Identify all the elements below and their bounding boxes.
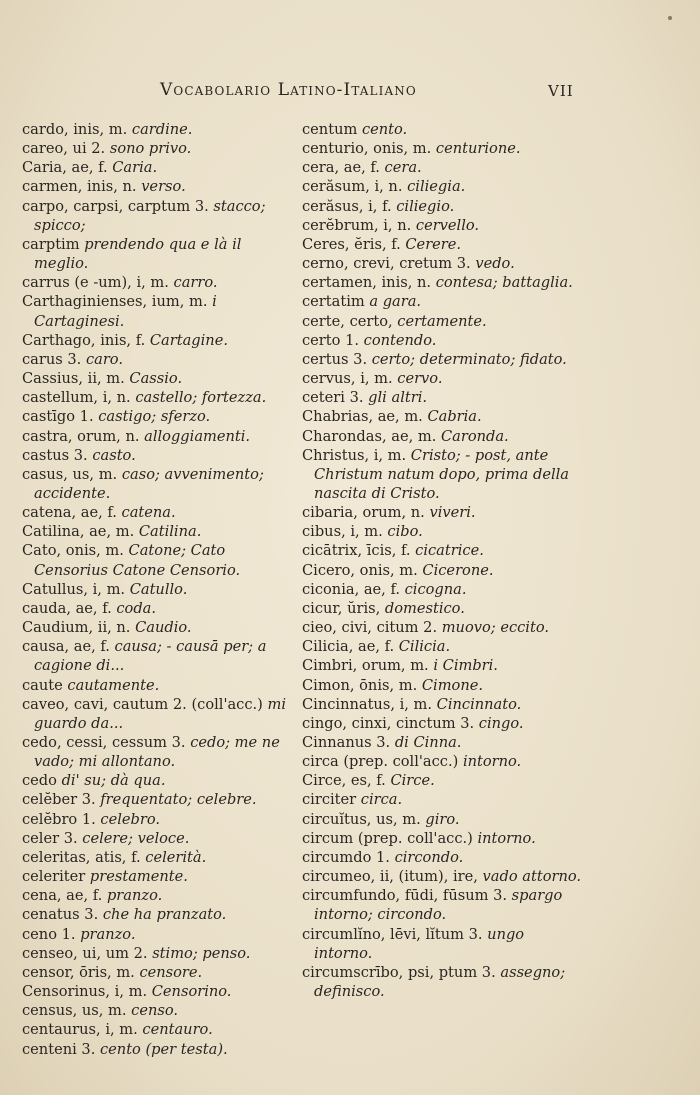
dictionary-entry	[22, 867, 300, 886]
dictionary-entry	[22, 944, 300, 963]
entry-headword: ceteri 3.	[302, 389, 364, 407]
entry-gloss: che ha pranzato.	[102, 906, 227, 924]
entry-headword: carpo, carpsi, carptum 3.	[22, 197, 209, 215]
entry-headword: castellum, i, n.	[22, 389, 131, 407]
entry-headword: Caudium, ii, n.	[22, 619, 131, 637]
entry-headword: Circe, es, f.	[302, 772, 386, 790]
entry-headword: Carthago, inis, f.	[22, 331, 146, 349]
entry-gloss: mi guardo da...	[34, 695, 286, 732]
entry-gloss: Cristo; - post, ante Christum natum dopo, prima della nascita di Cristo.	[314, 446, 569, 502]
entry-headword: circumscrībo, psi, ptum 3.	[302, 963, 496, 981]
entry-gloss: viveri.	[429, 504, 476, 522]
entry-headword: catena, ae, f.	[22, 504, 117, 522]
entry-gloss: Circe.	[390, 772, 435, 790]
entry-gloss: assegno; definisco.	[314, 963, 566, 1001]
dictionary-entry	[302, 810, 586, 829]
dictionary-entry	[22, 1020, 300, 1039]
entry-gloss: Cicerone.	[422, 561, 494, 579]
dictionary-entry	[302, 925, 586, 963]
entry-gloss: caso; avvenimento; accidente.	[34, 465, 264, 502]
dictionary-entry	[302, 637, 586, 656]
dictionary-entry	[302, 867, 586, 886]
entry-headword: Cincinnatus, i, m.	[302, 695, 433, 713]
dictionary-entry	[302, 771, 586, 790]
entry-headword: celeriter	[22, 868, 86, 886]
dictionary-entry	[22, 465, 300, 503]
entry-gloss: prendendo qua e là il meglio.	[34, 235, 242, 273]
dictionary-entry	[22, 503, 300, 522]
entry-headword: Cato, onis, m.	[22, 542, 124, 560]
entry-gloss: contendo.	[363, 331, 437, 349]
entry-headword: caute	[22, 676, 63, 694]
entry-gloss: spargo intorno; circondo.	[314, 887, 563, 924]
entry-gloss: cibo.	[387, 523, 423, 541]
dictionary-entry	[22, 369, 300, 388]
dictionary-entry	[302, 120, 586, 139]
entry-headword: Cicero, onis, m.	[302, 561, 418, 579]
entry-headword: caveo, cavi, cautum 2. (coll'acc.)	[22, 695, 263, 713]
entry-gloss: circondo.	[394, 848, 464, 866]
dictionary-entry	[302, 656, 586, 675]
entry-gloss: cicogna.	[404, 580, 467, 598]
dictionary-entry	[22, 848, 300, 867]
dictionary-entry	[22, 522, 300, 541]
dictionary-entry	[302, 446, 586, 503]
entry-gloss: celerità.	[145, 848, 207, 866]
entry-gloss: ciliegia.	[407, 178, 466, 196]
entry-gloss: Catone; Cato Censorius Catone Censorio.	[34, 542, 241, 579]
dictionary-entry	[302, 427, 586, 446]
entry-headword: Catilina, ae, m.	[22, 523, 135, 541]
dictionary-entry	[22, 790, 300, 809]
dictionary-entry	[302, 331, 586, 350]
entry-headword: cerăsum, i, n.	[302, 178, 403, 196]
entry-headword: cauda, ae, f.	[22, 599, 112, 617]
dictionary-entry	[22, 350, 300, 369]
entry-headword: certamen, inis, n.	[302, 274, 432, 292]
entry-gloss: centurione.	[435, 140, 521, 158]
entry-gloss: intorno.	[477, 829, 536, 847]
dictionary-entry	[302, 350, 586, 369]
dictionary-entry	[302, 273, 586, 292]
entry-gloss: vado attorno.	[482, 868, 582, 886]
entry-headword: circuĭtus, us, m.	[302, 810, 421, 828]
dictionary-entry	[22, 618, 300, 637]
entry-headword: celeritas, atis, f.	[22, 848, 141, 866]
entry-headword: causa, ae, f.	[22, 638, 110, 656]
entry-gloss: Cincinnato.	[436, 695, 522, 713]
entry-gloss: giro.	[425, 810, 460, 828]
entry-headword: circum (prep. coll'acc.)	[302, 829, 473, 847]
entry-gloss: Censorino.	[151, 983, 232, 1001]
entry-gloss: intorno.	[462, 753, 522, 771]
entry-headword: certatim	[302, 293, 365, 311]
entry-gloss: casto.	[92, 446, 136, 464]
entry-gloss: causa; - causā per; a cagione di...	[34, 638, 267, 675]
entry-gloss: cedo; me ne vado; mi allontano.	[34, 734, 280, 771]
entry-gloss: ciliegio.	[396, 197, 455, 215]
entry-headword: circa (prep. coll'acc.)	[302, 753, 459, 771]
entry-headword: Chabrias, ae, m.	[302, 408, 423, 426]
entry-headword: carus 3.	[22, 350, 82, 368]
dictionary-entry	[22, 886, 300, 905]
entry-headword: circumfundo, fūdi, fūsum 3.	[302, 887, 508, 905]
dictionary-entry	[22, 388, 300, 407]
entry-gloss: Cabria.	[427, 408, 482, 426]
entry-headword: cedo	[22, 772, 57, 790]
dictionary-entry	[22, 676, 300, 695]
entry-gloss: cicatrice.	[415, 542, 484, 560]
entry-headword: cerĕbrum, i, n.	[302, 216, 412, 234]
entry-gloss: stacco; spicco;	[34, 197, 266, 234]
dictionary-entry	[22, 235, 300, 273]
entry-gloss: cervo.	[397, 370, 443, 388]
entry-gloss: carro.	[173, 274, 218, 292]
dictionary-entry	[22, 925, 300, 944]
dictionary-entry	[302, 312, 586, 331]
dictionary-entry	[302, 886, 586, 924]
dictionary-entry	[22, 177, 300, 196]
entry-gloss: cera.	[384, 159, 422, 177]
entry-gloss: domestico.	[384, 599, 465, 617]
dictionary-entry	[302, 235, 586, 254]
dictionary-entry	[302, 407, 586, 426]
entry-gloss: cervello.	[415, 216, 480, 234]
left-column	[22, 120, 300, 1059]
entry-gloss: cautamente.	[67, 676, 160, 694]
entry-gloss: coda.	[116, 599, 157, 617]
dictionary-entry	[22, 982, 300, 1001]
dictionary-entry	[302, 139, 586, 158]
entry-headword: cibaria, orum, n.	[302, 504, 425, 522]
entry-gloss: alloggiamenti.	[144, 427, 251, 445]
entry-gloss: verso.	[141, 178, 186, 196]
entry-headword: cingo, cinxi, cinctum 3.	[302, 714, 475, 732]
dictionary-entry	[302, 292, 586, 311]
entry-gloss: Cilicia.	[398, 638, 451, 656]
dictionary-entry	[22, 1040, 300, 1059]
entry-headword: cieo, civi, citum 2.	[302, 619, 438, 637]
entry-headword: cenatus 3.	[22, 906, 99, 924]
dictionary-entry	[22, 541, 300, 579]
entry-gloss: circa.	[360, 791, 403, 809]
entry-headword: celĕbro 1.	[22, 810, 96, 828]
entry-headword: cicur, ŭris,	[302, 599, 381, 617]
entry-gloss: cingo.	[478, 714, 524, 732]
entry-headword: castra, orum, n.	[22, 427, 140, 445]
entry-headword: Cimon, ōnis, m.	[302, 676, 418, 694]
dictionary-entry	[22, 695, 300, 733]
entry-headword: Caria, ae, f.	[22, 159, 108, 177]
entry-gloss: i Cartaginesi.	[34, 293, 217, 330]
entry-gloss: certo; determinato; fidato.	[371, 350, 567, 368]
entry-gloss: Cartagine.	[149, 331, 228, 349]
entry-gloss: gli altri.	[368, 389, 428, 407]
dictionary-entry	[22, 771, 300, 790]
dictionary-entry	[22, 427, 300, 446]
dictionary-entry	[302, 254, 586, 273]
entry-headword: centurio, onis, m.	[302, 140, 432, 158]
dictionary-entry	[22, 331, 300, 350]
dictionary-entry	[22, 407, 300, 426]
dictionary-entry	[302, 369, 586, 388]
dictionary-entry	[302, 790, 586, 809]
entry-gloss: castello; fortezza.	[135, 389, 267, 407]
entry-gloss: ungo intorno.	[314, 925, 525, 962]
entry-headword: circumlĭno, lēvi, lĭtum 3.	[302, 925, 483, 943]
dictionary-entry	[302, 561, 586, 580]
entry-headword: Ceres, ĕris, f.	[302, 235, 401, 253]
dictionary-entry	[302, 216, 586, 235]
dictionary-entry	[302, 503, 586, 522]
entry-headword: certus 3.	[302, 350, 368, 368]
dictionary-entry	[302, 752, 586, 771]
entry-headword: carptim	[22, 235, 80, 253]
page-header	[0, 80, 700, 104]
entry-headword: ceno 1.	[22, 925, 76, 943]
dictionary-entry	[302, 714, 586, 733]
entry-headword: ciconia, ae, f.	[302, 580, 400, 598]
entry-headword: Christus, i, m.	[302, 446, 407, 464]
entry-gloss: censore.	[139, 963, 203, 981]
running-title: Vocabolario Latino-Italiano	[160, 80, 417, 100]
entry-headword: carmen, inis, n.	[22, 178, 137, 196]
entry-headword: circiter	[302, 791, 357, 809]
dictionary-entry	[302, 197, 586, 216]
entry-gloss: Catilina.	[138, 523, 202, 541]
dictionary-entry	[302, 695, 586, 714]
dictionary-entry	[22, 637, 300, 675]
entry-headword: Cimbri, orum, m.	[302, 657, 429, 675]
entry-gloss: caro.	[85, 350, 123, 368]
entry-gloss: vedo.	[475, 255, 515, 273]
entry-gloss: Caria.	[112, 159, 158, 177]
entry-gloss: celere; veloce.	[82, 829, 190, 847]
entry-gloss: Caronda.	[440, 427, 509, 445]
dictionary-entry	[302, 829, 586, 848]
dictionary-entry	[22, 963, 300, 982]
entry-gloss: stimo; penso.	[152, 944, 251, 962]
entry-gloss: Cimone.	[421, 676, 484, 694]
entry-headword: castīgo 1.	[22, 408, 94, 426]
dictionary-entry	[22, 446, 300, 465]
dictionary-entry	[22, 580, 300, 599]
dictionary-entry	[302, 963, 586, 1001]
entry-headword: centum	[302, 121, 358, 138]
dictionary-entry	[22, 905, 300, 924]
dictionary-entry	[302, 177, 586, 196]
entry-gloss: i Cimbri.	[433, 657, 498, 675]
entry-headword: Carthaginienses, ium, m.	[22, 293, 208, 311]
entry-gloss: di Cinna.	[394, 734, 462, 751]
entry-headword: celĕber 3.	[22, 791, 96, 809]
entry-headword: cedo, cessi, cessum 3.	[22, 734, 186, 751]
entry-headword: Charondas, ae, m.	[302, 427, 437, 445]
dictionary-entry	[22, 292, 300, 330]
entry-headword: centeni 3.	[22, 1040, 96, 1058]
entry-headword: cervus, i, m.	[302, 370, 393, 388]
entry-gloss: censo.	[131, 1002, 179, 1020]
entry-headword: centaurus, i, m.	[22, 1021, 138, 1039]
page-number: VII	[548, 82, 574, 100]
entry-headword: celer 3.	[22, 829, 78, 847]
entry-headword: carrus (e -um), i, m.	[22, 274, 169, 292]
entry-gloss: Cerere.	[405, 235, 462, 253]
entry-gloss: certamente.	[397, 312, 487, 330]
dictionary-entry	[302, 541, 586, 560]
entry-headword: censor, ōris, m.	[22, 963, 135, 981]
entry-gloss: Cassio.	[129, 370, 183, 388]
entry-headword: cerno, crevi, cretum 3.	[302, 255, 471, 273]
entry-gloss: centauro.	[142, 1021, 213, 1039]
entry-headword: Cilicia, ae, f.	[302, 638, 395, 656]
dictionary-entry	[302, 388, 586, 407]
ink-spot	[668, 16, 672, 20]
entry-headword: certo 1.	[302, 331, 359, 349]
entry-gloss: prestamente.	[89, 868, 188, 886]
entry-gloss: castigo; sferzo.	[98, 408, 211, 426]
entry-gloss: Catullo.	[129, 580, 188, 598]
entry-gloss: cardine.	[131, 121, 193, 138]
entry-headword: censeo, ui, um 2.	[22, 944, 148, 962]
entry-gloss: muovo; eccito.	[441, 619, 550, 637]
entry-gloss: catena.	[121, 504, 176, 522]
right-column	[302, 120, 586, 1001]
entry-gloss: Caudio.	[135, 619, 192, 637]
dictionary-entry	[302, 848, 586, 867]
dictionary-entry	[22, 599, 300, 618]
dictionary-entry	[22, 829, 300, 848]
dictionary-entry	[22, 1001, 300, 1020]
dictionary-entry	[302, 618, 586, 637]
dictionary-entry	[302, 158, 586, 177]
entry-headword: cena, ae, f.	[22, 887, 103, 905]
entry-gloss: cento.	[361, 121, 408, 138]
entry-headword: castus 3.	[22, 446, 88, 464]
dictionary-entry	[22, 197, 300, 235]
dictionary-entry	[302, 733, 586, 752]
entry-headword: Cassius, ii, m.	[22, 370, 125, 388]
entry-headword: careo, ui 2.	[22, 140, 106, 158]
entry-headword: cerăsus, i, f.	[302, 197, 392, 215]
entry-headword: circumdo 1.	[302, 848, 390, 866]
entry-gloss: celebro.	[100, 810, 161, 828]
entry-headword: cera, ae, f.	[302, 159, 380, 177]
entry-gloss: frequentato; celebre.	[100, 791, 257, 809]
entry-headword: cicātrix, īcis, f.	[302, 542, 411, 560]
dictionary-entry	[22, 158, 300, 177]
dictionary-entry	[22, 273, 300, 292]
entry-gloss: a gara.	[369, 293, 422, 311]
entry-headword: Censorinus, i, m.	[22, 983, 148, 1001]
entry-headword: Cinnanus 3.	[302, 734, 391, 751]
entry-headword: cardo, inis, m.	[22, 121, 128, 138]
entry-headword: cibus, i, m.	[302, 523, 383, 541]
entry-headword: Catullus, i, m.	[22, 580, 126, 598]
entry-gloss: cento (per testa).	[99, 1040, 228, 1058]
entry-headword: circumeo, ii, (itum), ire,	[302, 868, 478, 886]
entry-headword: certe, certo,	[302, 312, 393, 330]
entry-gloss: pranzo.	[80, 925, 136, 943]
entry-headword: casus, us, m.	[22, 465, 118, 483]
dictionary-entry	[302, 599, 586, 618]
dictionary-entry	[22, 120, 300, 139]
dictionary-entry	[302, 676, 586, 695]
dictionary-entry	[22, 733, 300, 771]
dictionary-entry	[302, 522, 586, 541]
dictionary-entry	[22, 810, 300, 829]
dictionary-entry	[22, 139, 300, 158]
entry-gloss: sono privo.	[109, 140, 192, 158]
entry-gloss: contesa; battaglia.	[435, 274, 573, 292]
entry-headword: census, us, m.	[22, 1002, 127, 1020]
entry-gloss: di' su; dà qua.	[61, 772, 166, 790]
dictionary-entry	[302, 580, 586, 599]
entry-gloss: pranzo.	[106, 887, 163, 905]
